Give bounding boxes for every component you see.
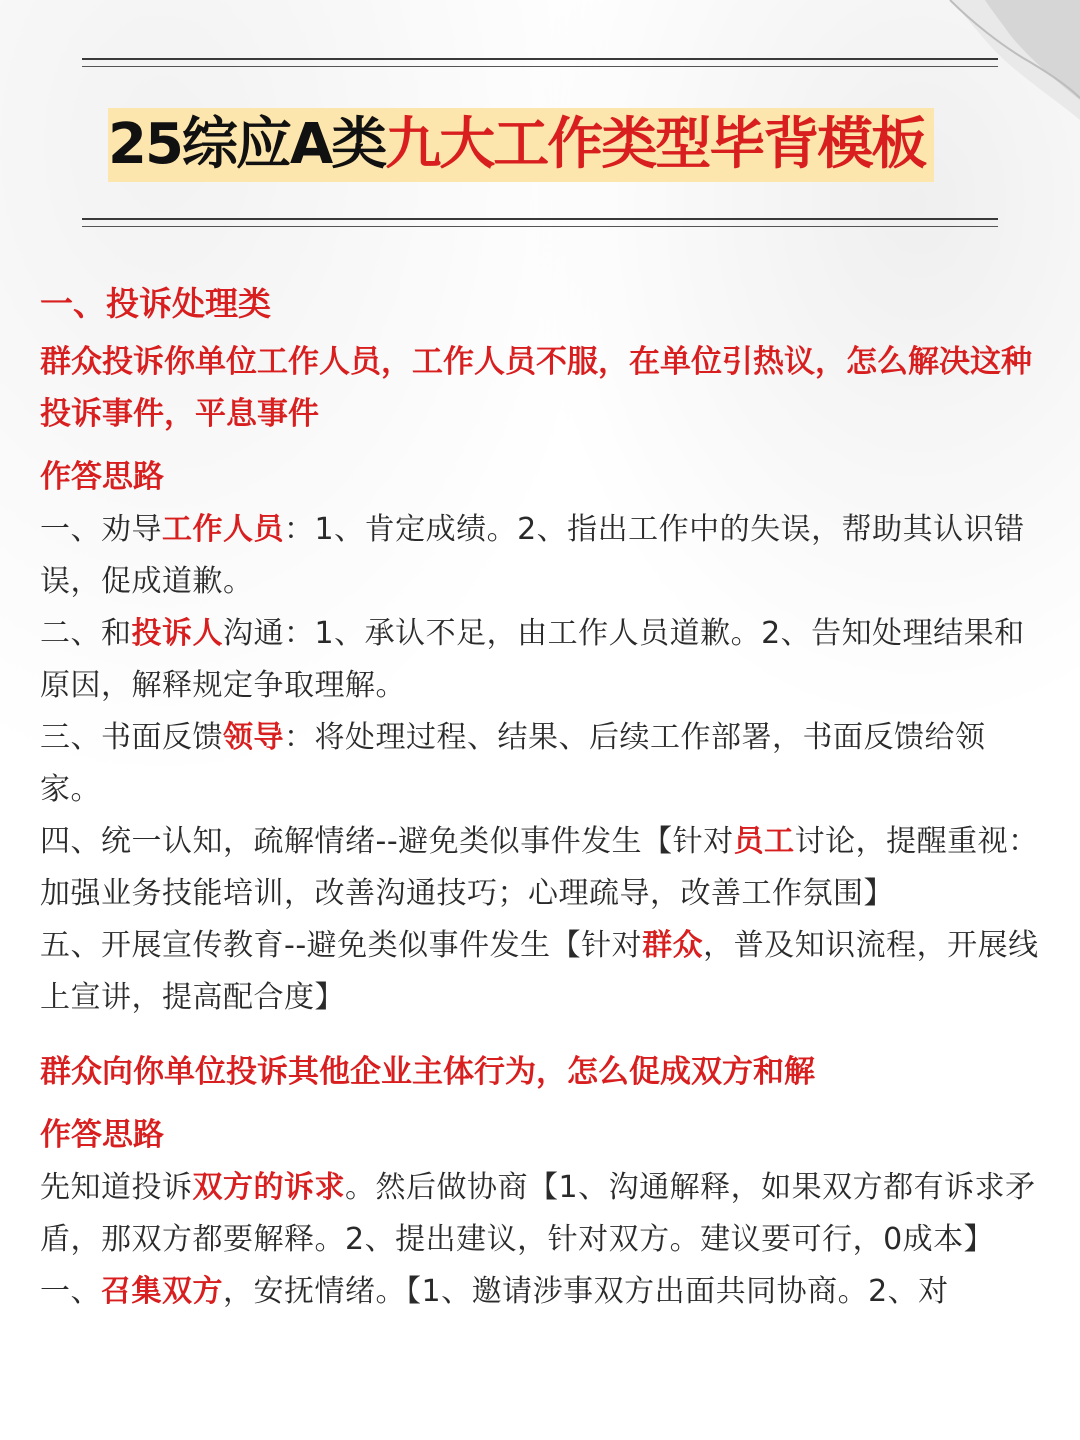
- question-2: 群众向你单位投诉其他企业主体行为，怎么促成双方和解: [40, 1054, 815, 1090]
- answer-step-4: 四、统一认知，疏解情绪--避免类似事件发生【针对员工讨论，提醒重视：加强业务技能培训，改善沟通技巧；心理疏导，改善工作氛围】: [40, 824, 1039, 911]
- top-rule-1: [82, 58, 998, 60]
- answer2-intro: 先知道投诉双方的诉求。然后做协商【1、沟通解释，如果双方都有诉求矛盾，那双方都要解释。2、提出建议，针对双方。建议要可行，0成本】: [40, 1170, 1036, 1257]
- main-content: [40, 276, 1040, 1318]
- top-rule-2: [82, 66, 998, 67]
- approach-label-1: 作答思路: [40, 459, 164, 495]
- answer-step-5: 五、开展宣传教育--避免类似事件发生【针对群众，普及知识流程，开展线上宣讲，提高配合度】: [40, 928, 1039, 1015]
- answer-step-2: 二、和投诉人沟通：1、承认不足，由工作人员道歉。2、告知处理结果和原因，解释规定争取理解。: [40, 616, 1025, 703]
- bottom-rule-2: [82, 226, 998, 227]
- question-1: 群众投诉你单位工作人员，工作人员不服，在单位引热议，怎么解决这种投诉事件，平息事件: [40, 344, 1032, 432]
- answer-step-1: 一、劝导工作人员：1、肯定成绩。2、指出工作中的失误，帮助其认识错误，促成道歉。: [40, 512, 1025, 599]
- page-title: [108, 106, 934, 184]
- section-heading: 一、投诉处理类: [40, 284, 271, 323]
- approach-label-2: 作答思路: [40, 1117, 164, 1153]
- title-red-part: 九大工作类型毕背模板: [385, 112, 926, 177]
- spacer: [40, 1024, 1040, 1046]
- bottom-rule-1: [82, 218, 998, 220]
- answer-step-3: 三、书面反馈领导：将处理过程、结果、后续工作部署，书面反馈给领家。: [40, 720, 986, 807]
- title-black-part: 25综应A类: [108, 112, 386, 177]
- page-curl-decoration: [890, 0, 1080, 120]
- answer2-step-1: 一、召集双方，安抚情绪。【1、邀请涉事双方出面共同协商。2、对: [40, 1274, 949, 1309]
